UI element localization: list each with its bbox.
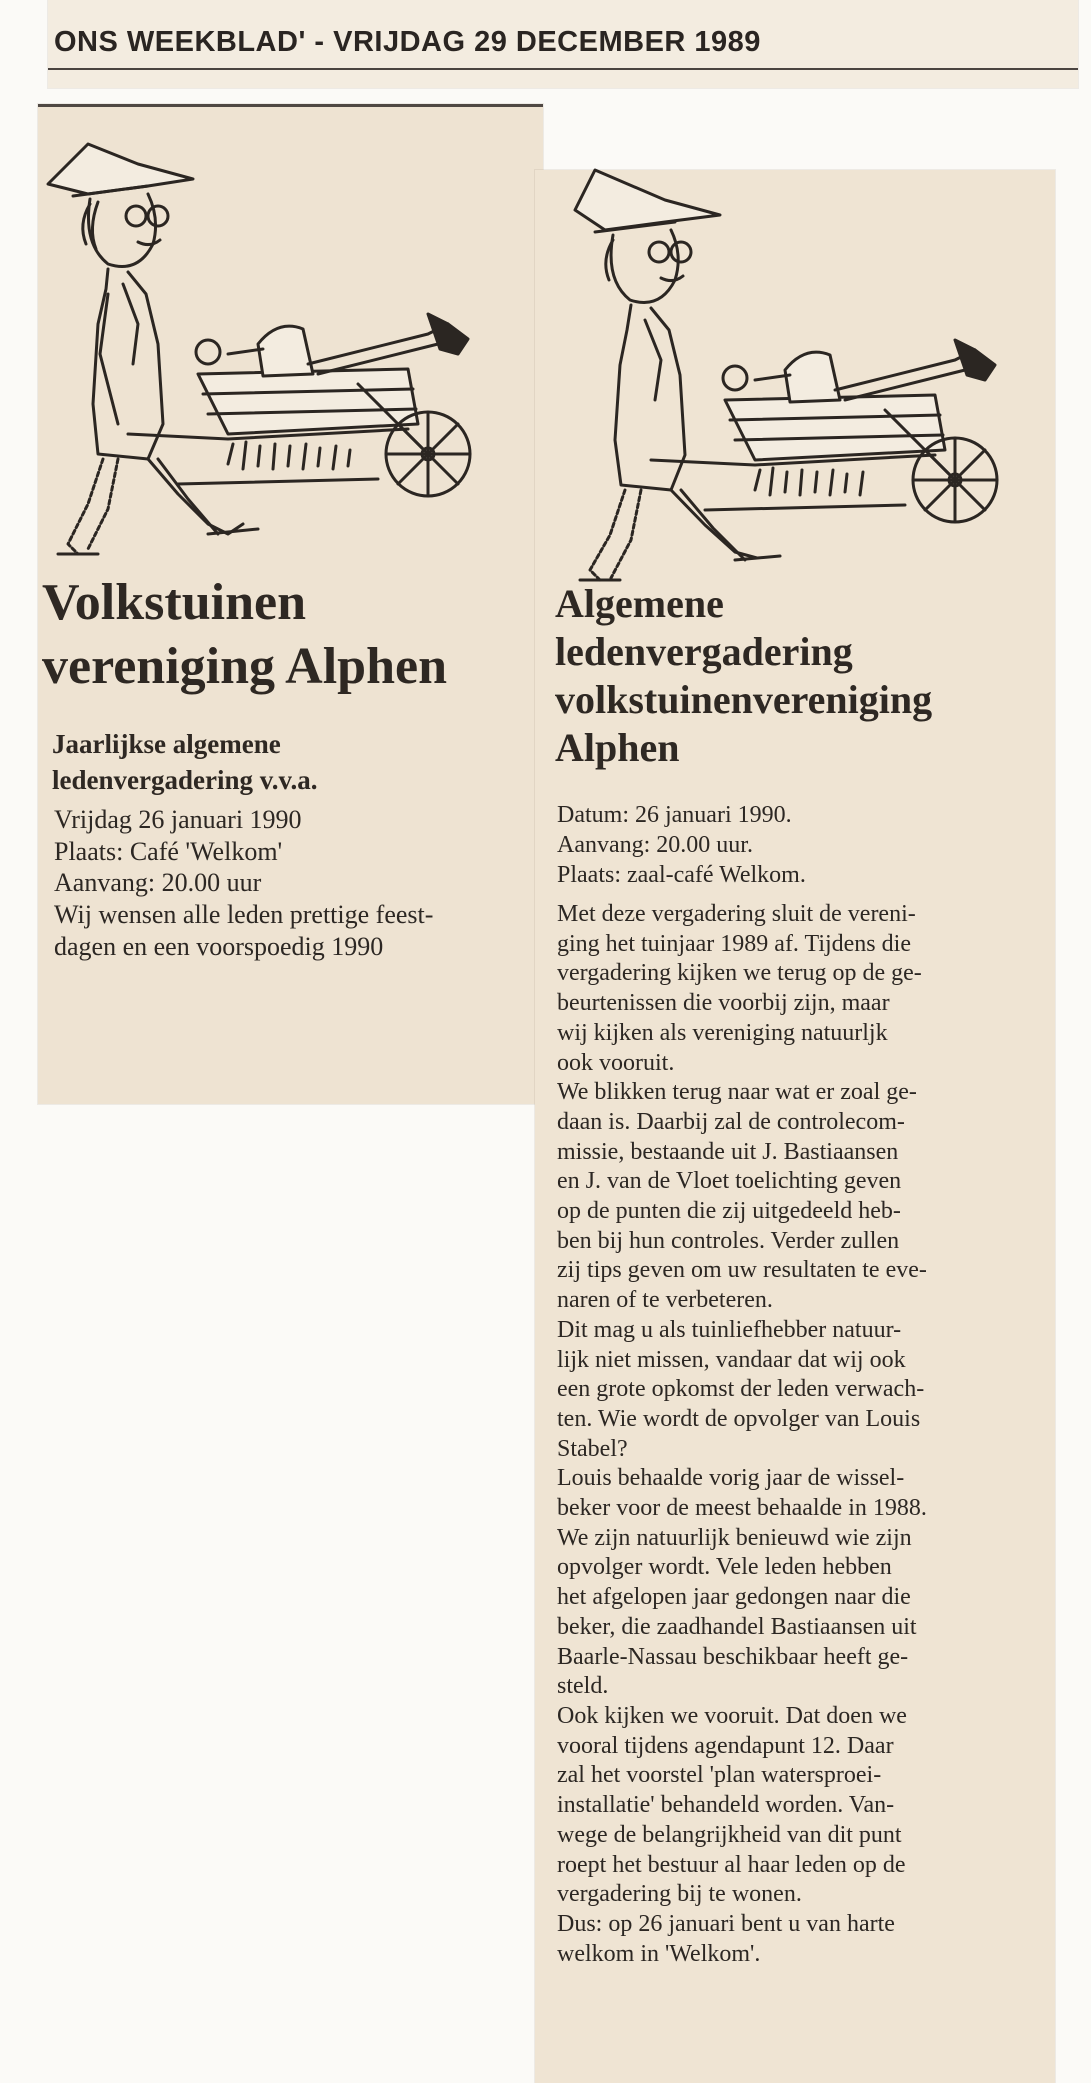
body-line: wij kijken als vereniging natuurljk — [557, 1019, 888, 1046]
body-line: ten. Wie wordt de opvolger van Louis — [557, 1405, 921, 1432]
masthead-rule — [48, 68, 1078, 70]
body-line: Dus: op 26 januari bent u van harte — [557, 1910, 895, 1937]
right-headline-line1: Algemene — [555, 581, 724, 626]
left-line-place: Plaats: Café 'Welkom' — [54, 836, 283, 866]
left-clipping-top-rule — [38, 104, 543, 107]
left-line-wishes-1: Wij wensen alle leden prettige feest- — [54, 900, 434, 930]
body-line: beurtenissen die voorbij zijn, maar — [557, 990, 890, 1017]
body-line: vergadering bij te wonen. — [557, 1881, 802, 1908]
body-line: Ook kijken we vooruit. Dat doen we — [557, 1702, 907, 1729]
body-line: een grote opkomst der leden verwach- — [557, 1376, 925, 1403]
body-line: beker, die zaadhandel Bastiaansen uit — [557, 1613, 917, 1640]
body-line: We blikken terug naar wat er zoal ge- — [557, 1079, 917, 1106]
body-line: op de punten die zij uitgedeeld heb- — [557, 1198, 901, 1225]
body-line: Louis behaalde vorig jaar de wissel- — [557, 1465, 905, 1492]
body-line: Met deze vergadering sluit de vereni- — [557, 901, 916, 927]
right-info-start: Aanvang: 20.00 uur. — [557, 832, 753, 858]
right-info-place: Plaats: zaal-café Welkom. — [557, 862, 806, 888]
body-line: daan is. Daarbij zal de controlecom- — [557, 1108, 905, 1135]
left-headline-line2: vereniging Alphen — [42, 638, 448, 696]
body-line: naren of te verbeteren. — [557, 1287, 773, 1314]
body-line: en J. van de Vloet toelichting geven — [557, 1168, 902, 1195]
left-subheading-line1: Jaarlijkse algemene — [52, 729, 281, 759]
right-article-body — [557, 900, 1047, 1969]
body-line: vergadering kijken we terug op de ge- — [557, 960, 922, 987]
body-line: ben bij hun controles. Verder zullen — [557, 1227, 900, 1254]
left-subheading-line2: ledenvergadering v.v.a. — [52, 765, 318, 796]
gardener-wheelbarrow-illustration-icon — [28, 124, 528, 584]
right-clipping — [535, 170, 1055, 2083]
body-line: installatie' behandeld worden. Van- — [557, 1792, 895, 1819]
gardener-wheelbarrow-illustration-icon — [535, 160, 1055, 590]
body-line: Baarle-Nassau beschikbaar heeft ge- — [557, 1643, 909, 1670]
right-headline-line4: Alphen — [555, 725, 680, 770]
body-line: het afgelopen jaar gedongen naar die — [557, 1584, 911, 1611]
body-line: opvolger wordt. Vele leden hebben — [557, 1554, 892, 1581]
right-info-date: Datum: 26 januari 1990. — [557, 802, 792, 828]
right-headline-line3: volkstuinenvereniging — [555, 677, 933, 722]
left-headline-line1: Volkstuinen — [42, 574, 306, 631]
body-line: beker voor de meest behaalde in 1988. — [557, 1495, 927, 1522]
body-line: zij tips geven om uw resultaten te eve- — [557, 1257, 927, 1284]
body-line: welkom in 'Welkom'. — [557, 1940, 761, 1967]
body-line: zal het voorstel 'plan watersproei- — [557, 1762, 882, 1789]
right-headline-line2: ledenvergadering — [555, 629, 853, 674]
body-line: vooral tijdens agendapunt 12. Daar — [557, 1732, 894, 1759]
body-line: missie, bestaande uit J. Bastiaansen — [557, 1138, 899, 1165]
body-line: wege de belangrijkheid van dit punt — [557, 1821, 902, 1848]
left-line-start: Aanvang: 20.00 uur — [54, 868, 262, 898]
body-line: ook vooruit. — [557, 1049, 675, 1076]
body-line: We zijn natuurlijk benieuwd wie zijn — [557, 1524, 912, 1551]
body-line: ging het tuinjaar 1989 af. Tijdens die — [557, 930, 911, 957]
body-line: lijk niet missen, vandaar dat wij ook — [557, 1346, 906, 1373]
body-line: Dit mag u als tuinliefhebber natuur- — [557, 1316, 902, 1343]
left-line-wishes-2: dagen en een voorspoedig 1990 — [54, 931, 384, 961]
masthead-strip — [48, 0, 1078, 88]
masthead-title: ONS WEEKBLAD' - VRIJDAG 29 DECEMBER 1989 — [54, 26, 761, 58]
left-line-date: Vrijdag 26 januari 1990 — [54, 805, 302, 834]
body-line: Stabel? — [557, 1435, 628, 1462]
left-clipping — [38, 104, 543, 1104]
body-line: roept het bestuur al haar leden op de — [557, 1851, 906, 1878]
body-line: steld. — [557, 1673, 609, 1700]
